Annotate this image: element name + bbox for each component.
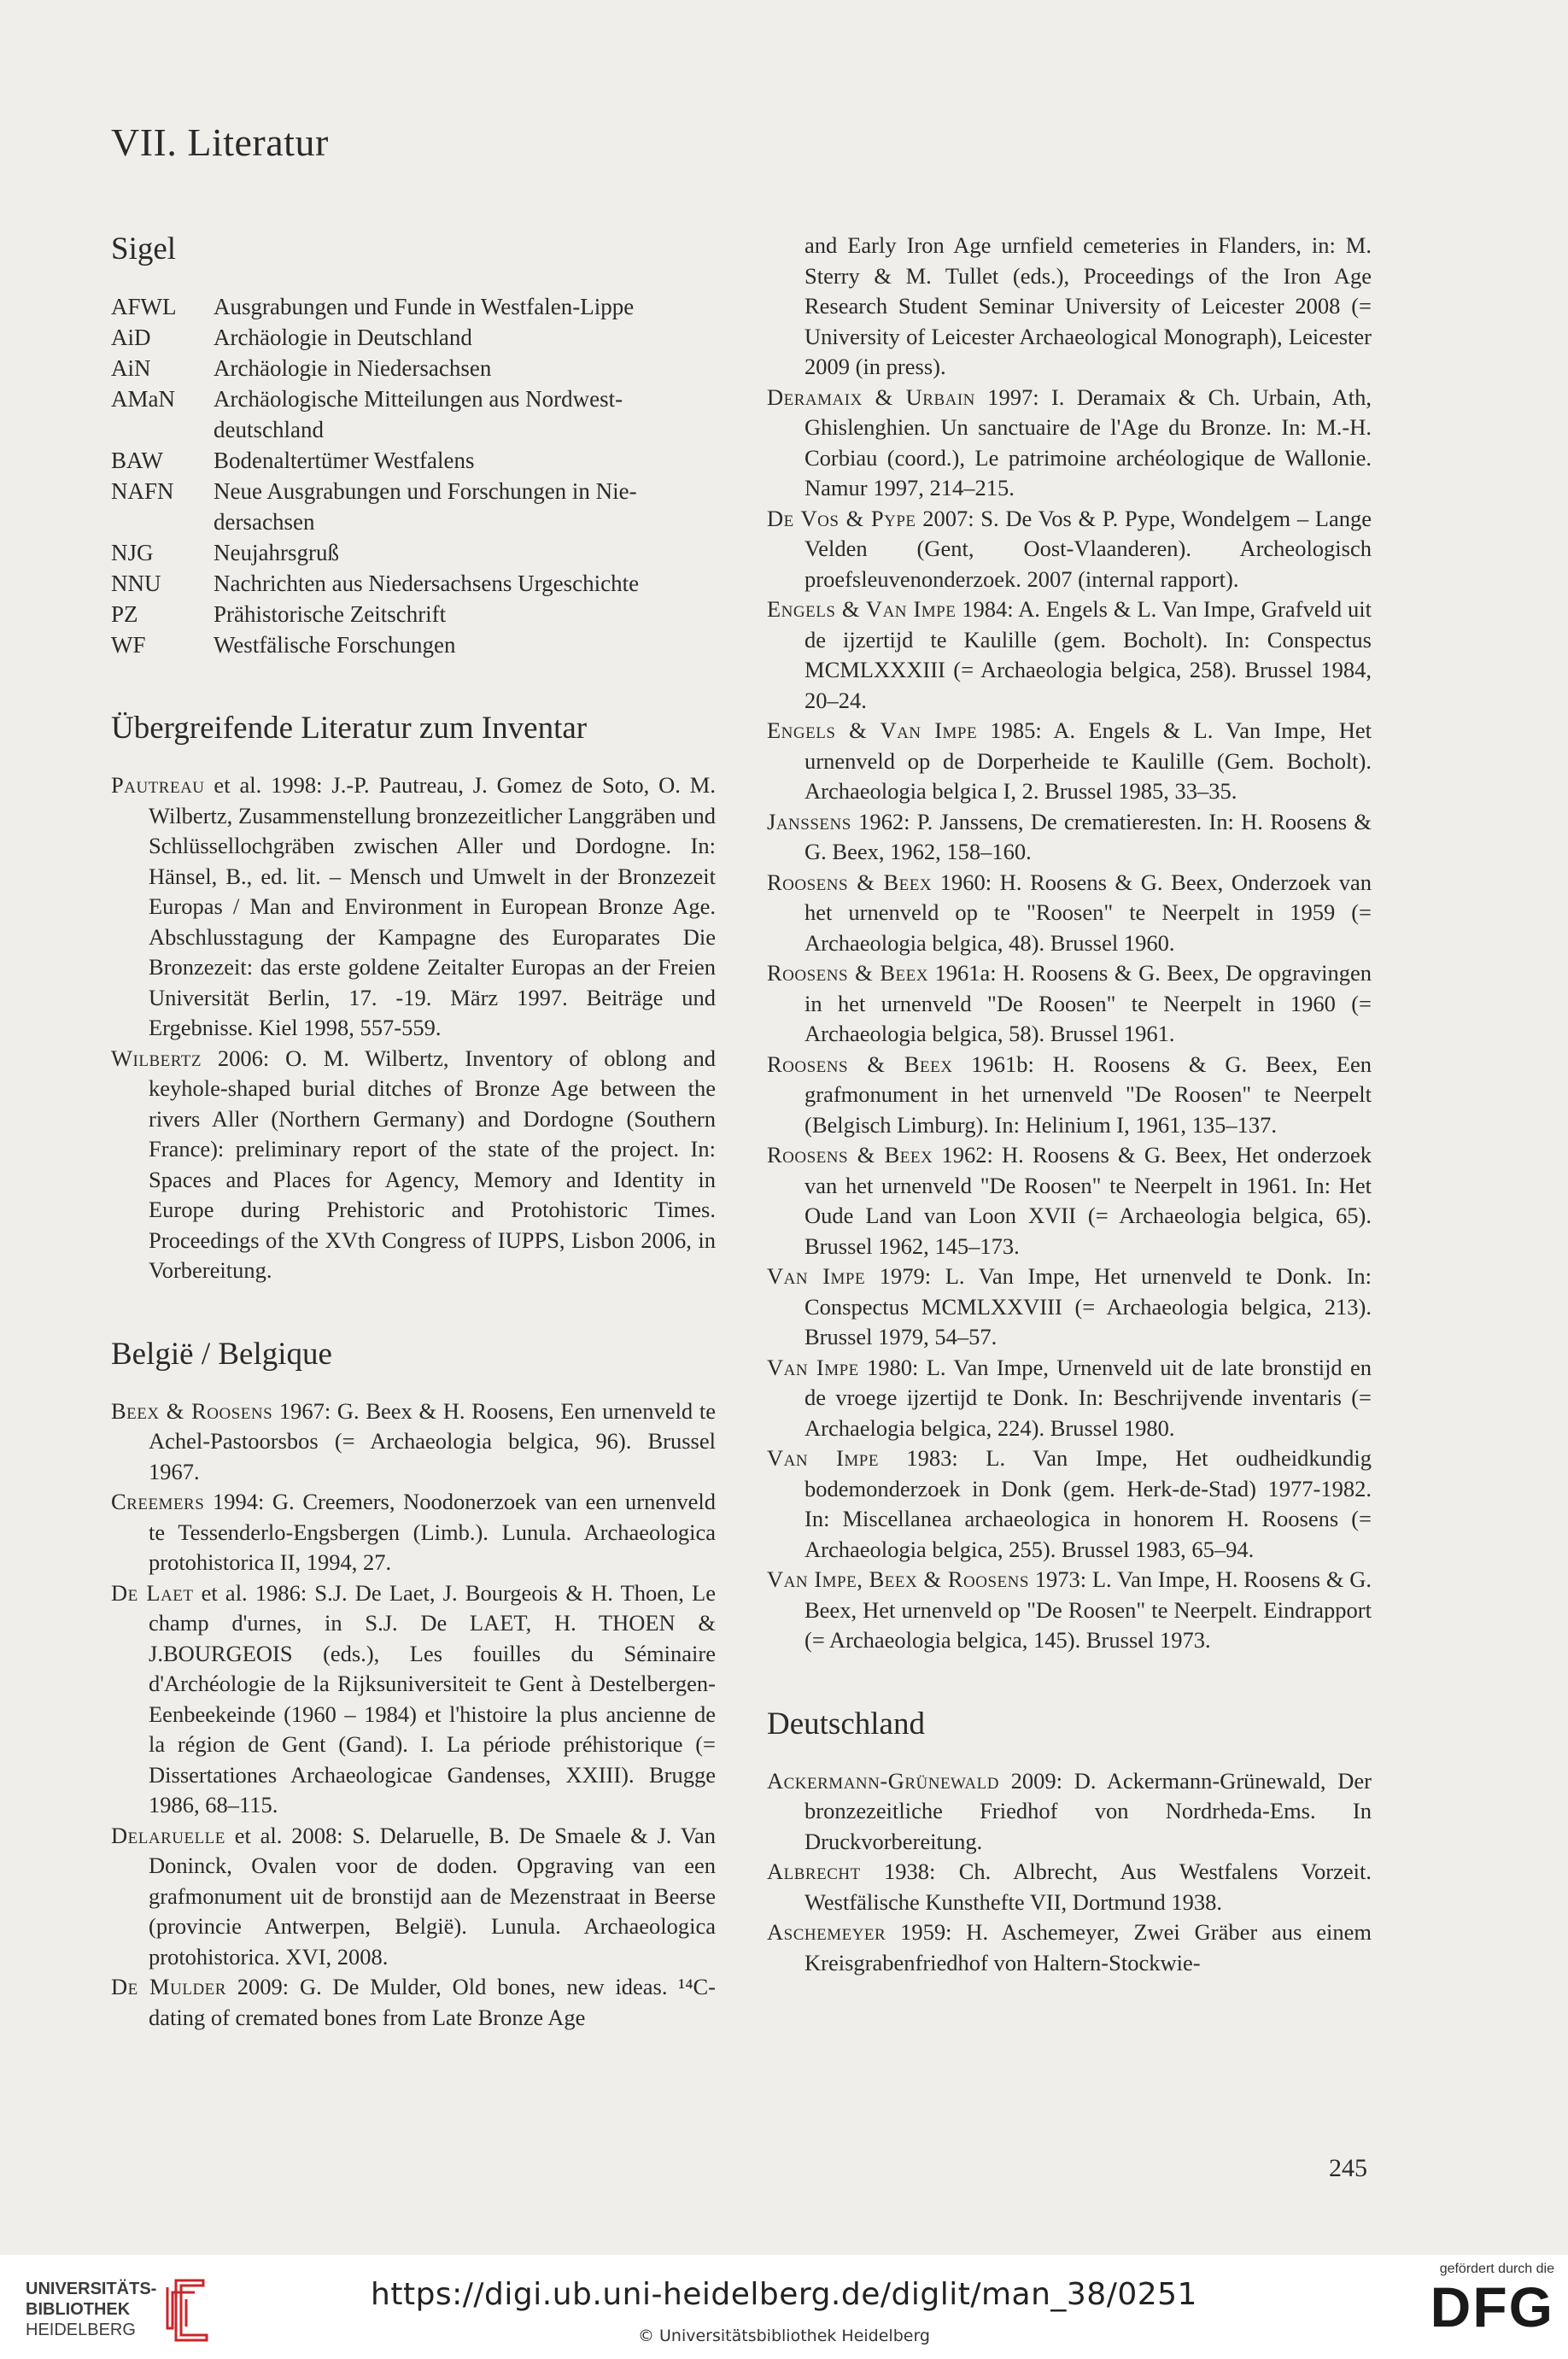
reference-text: 2009: D. Ackermann-Grünewald, Der bronzezeitliche Friedhof von Nordrheda-Ems. In Druckvorbereitung. (804, 1767, 1372, 1854)
reference-text: 1961b: H. Roosens & G. Beex, Een grafmonument in het urnenveld "De Roosen" te Neerpelt (Belgisch Limburg). In: Helinium I, 1961, 135–137. (804, 1051, 1372, 1138)
reference-text: 1962: H. Roosens & G. Beex, Het onderzoek van het urnenveld "De Roosen" te Neerpelt in 1961. In: Het Oude Land van Loon XVII (= Archaeologia belgica, 65). Brussel 1962, 145–173. (804, 1142, 1372, 1259)
reference-text: 1967: G. Beex & H. Roosens, Een urnenveld te Achel-Pastoorsbos (= Archaeologia belgica, 96). Brussel 1967. (149, 1397, 716, 1484)
reference-author: Van Impe (767, 1445, 879, 1471)
sigel-abbreviation: AiN (111, 355, 151, 381)
sigel-abbreviation: AiD (111, 325, 151, 350)
reference-text: et al. 2008: S. Delaruelle, B. De Smaele & J. Van Doninck, Ovalen voor de doden. Opgraving van een grafmonument uit de bronstijd aan de Mezenstraat in Beerse (provincie Antwerpen, België). Lunula. Archaeologica protohistorica. XVI, 2008. (149, 1822, 716, 1970)
reference-author: De Mulder (111, 1974, 226, 1999)
reference-entry (767, 1443, 1372, 1565)
reference-entry (767, 958, 1372, 1050)
reference-author: Van Impe, Beex & Roosens (767, 1566, 1029, 1592)
sigel-expansion: Archäologie in Deutschland (214, 325, 472, 350)
reference-text: 1980: L. Van Impe, Urnenveld uit de late bronstijd en de vroege ijzertijd te Donk. In: Beschrijvende inventaris (= Archaelogia belgica, 224). Brussel 1980. (804, 1354, 1372, 1441)
section-heading-deutschland: Deutschland (767, 1706, 925, 1741)
sigel-row (111, 383, 716, 445)
reference-list-deutschland (767, 1766, 1372, 1979)
reference-text: et al. 1986: S.J. De Laet, J. Bourgeois & H. Thoen, Le champ d'urnes, in S.J. De LAET, H. THOEN & J.BOURGEOIS (eds.), Les fouilles du Séminaire d'Archéologie de la Rijksuniversiteit te Gent à Destelbergen-Eenbeekeinde (1960 – 1984) et l'histoire la plus ancienne de la région de Gent (Gand). I. La période préhistorique (= Dissertationes Archaeologicae Gandenses, XXIII). Brugge 1986, 68–115. (149, 1579, 716, 1818)
reference-entry (111, 1396, 716, 1488)
sigel-expansion: Westfälische Forschungen (214, 632, 456, 658)
reference-text: 1938: Ch. Albrecht, Aus Westfalens Vorzeit. Westfälische Kunsthefte VII, Dortmund 1938. (804, 1859, 1372, 1915)
reference-text: 1959: H. Aschemeyer, Zwei Gräber aus einem Kreisgrabenfriedhof von Haltern-Stockwie- (804, 1919, 1372, 1976)
reference-entry (767, 1917, 1372, 1978)
sigel-abbreviation: WF (111, 632, 146, 658)
funding-label: gefördert durch die (1439, 2262, 1554, 2276)
sigel-abbreviation: NJG (111, 540, 154, 565)
library-name: UNIVERSITÄTS- BIBLIOTHEK HEIDELBERG (26, 2280, 157, 2339)
reference-author: Deramaix & Urbain (767, 383, 975, 410)
reference-author: De Laet (111, 1579, 194, 1606)
sigel-row (111, 629, 716, 660)
reference-list-belgie (111, 1396, 716, 2034)
reference-author: Roosens & Beex (767, 1051, 953, 1077)
reference-text: 1960: H. Roosens & G. Beex, Onderzoek van het urnenveld op te "Roosen" te Neerpelt in 1959 (= Archaeologia belgica, 48). Brussel 1960. (804, 869, 1372, 956)
sigel-expansion: Bodenaltertümer Westfalens (214, 448, 475, 473)
reference-text: et al. 1998: J.-P. Pautreau, J. Gomez de Soto, O. M. Wilbertz, Zusammenstellung bronzezeitlicher Langgräben und Schlüssellochgräben zwischen Aller und Dordogne. In: Hänsel, B., ed. lit. – Mensch und Umwelt in der Bronzezeit Europas / Man and Environment in European Bronze Age. Abschlusstagung der Kampagne des Europarates Die Bronzezeit: das erste goldene Zeitalter Europas an der Freien Universität Berlin, 17. -19. März 1997. Beiträge und Ergebnisse. Kiel 1998, 557-559. (149, 772, 716, 1040)
sigel-expansion: Archäologie in Niedersachsen (214, 355, 492, 381)
sigel-expansion: Archäologische Mitteilungen aus Nordwest-deutschland (214, 386, 623, 442)
reference-entry (767, 807, 1372, 868)
reference-entry (767, 1140, 1372, 1261)
section-heading-belgie: België / Belgique (111, 1336, 332, 1372)
sigel-expansion: Neue Ausgrabungen und Forschungen in Nie-dersachsen (214, 478, 637, 535)
reference-list-belgie-continued (767, 383, 1372, 1656)
copyright-notice: © Universitätsbibliothek Heidelberg (637, 2327, 930, 2345)
reference-author: Albrecht (767, 1859, 861, 1884)
reference-author: Roosens & Beex (767, 1142, 933, 1168)
sigel-expansion: Ausgrabungen und Funde in Westfalen-Lippe (214, 294, 635, 319)
reference-author: Roosens & Beex (767, 869, 933, 895)
reference-entry (767, 868, 1372, 959)
sigel-table (111, 291, 716, 660)
reference-author: Ackermann-Grünewald (767, 1767, 999, 1794)
reference-entry (767, 1766, 1372, 1858)
reference-continuation: and Early Iron Age urnfield cemeteries in Flanders, in: M. Sterry & M. Tullet (eds.), Proceedings of the Iron Age Research Student Seminar University of Leicester 2008 (= University of Leicester Archaeological Monograph), Leicester 2009 (in press). (804, 232, 1372, 379)
reference-author: Delaruelle (111, 1822, 225, 1848)
sigel-abbreviation: AMaN (111, 386, 175, 412)
sigel-row (111, 568, 716, 599)
reference-entry (767, 383, 1372, 504)
reference-entry (111, 1487, 716, 1578)
sigel-row (111, 537, 716, 568)
reference-text: 1961a: H. Roosens & G. Beex, De opgravingen in het urnenveld "De Roosen" te Neerpelt in 1960 (= Archaeologia belgica, 58). Brussel 1961. (804, 960, 1372, 1046)
reference-entry (111, 1578, 716, 1821)
reference-entry (111, 1821, 716, 1973)
reference-entry (111, 1972, 716, 2033)
reference-author: Janssens (767, 808, 851, 834)
reference-author: Pautreau (111, 772, 205, 798)
reference-author: Roosens & Beex (767, 960, 928, 986)
reference-entry (767, 1261, 1372, 1353)
section-heading-uebergreifend: Übergreifende Literatur zum Inventar (111, 711, 588, 746)
sigel-row (111, 322, 716, 353)
sigel-abbreviation: AFWL (111, 294, 177, 319)
reference-entry (767, 1565, 1372, 1656)
page-number: 245 (1329, 2154, 1367, 2182)
reference-author: Beex & Roosens (111, 1397, 273, 1424)
reference-text: 1973: L. Van Impe, H. Roosens & G. Beex, Het urnenveld op "De Roosen" te Neerpelt. Eindrapport (= Archaeologia belgica, 145). Brussel 1973. (804, 1566, 1372, 1653)
right-column (767, 231, 1372, 1978)
chapter-title: VII. Literatur (111, 120, 329, 164)
dfg-logo[interactable] (1384, 2262, 1554, 2347)
reference-entry (111, 1044, 716, 1286)
reference-entry (767, 504, 1372, 595)
reference-author: Van Impe (767, 1354, 859, 1380)
sigel-abbreviation: PZ (111, 601, 138, 627)
dfg-logo-text: DFG (1430, 2275, 1554, 2339)
reference-text: 1984: A. Engels & L. Van Impe, Grafveld uit de ijzertijd te Kaulille (gem. Bocholt). In: Conspectus MCMLXXXIII (= Archaeologia belgica, 258). Brussel 1984, 20–24. (804, 596, 1372, 713)
reference-author: Engels & Van Impe (767, 596, 957, 622)
sigel-expansion: Prähistorische Zeitschrift (214, 601, 447, 627)
section-heading-sigel: Sigel (111, 231, 177, 266)
reference-list-uebergreifend (111, 770, 716, 1286)
reference-author: Engels & Van Impe (767, 717, 978, 743)
sigel-row (111, 291, 716, 322)
reference-author: De Vos & Pype (767, 505, 916, 531)
reference-author: Creemers (111, 1489, 205, 1514)
reference-text: 1979: L. Van Impe, Het urnenveld te Donk. In: Conspectus MCMLXXVIII (= Archaeologia belgica, 213). Brussel 1979, 54–57. (804, 1263, 1372, 1349)
sigel-row (111, 445, 716, 476)
sigel-row (111, 599, 716, 629)
left-column (111, 231, 716, 2033)
reference-text: 2009: G. De Mulder, Old bones, new ideas. ¹⁴C-dating of cremated bones from Late Bronze Age (149, 1974, 716, 2030)
reference-text: 1994: G. Creemers, Noodonerzoek van een urnenveld te Tessenderlo-Engsbergen (Limb.). Lunula. Archaeologica protohistorica II, 1994, 27. (149, 1489, 716, 1575)
reference-author: Van Impe (767, 1263, 866, 1289)
reference-entry (767, 1857, 1372, 1917)
reference-entry (767, 594, 1372, 716)
reference-text: 2006: O. M. Wilbertz, Inventory of oblong and keyhole-shaped burial ditches of Bronze Age between the rivers Aller (Northern Germany) and Dordogne (Southern France): preliminary report of the state of the project. In: Spaces and Places for Agency, Memory and Identity in Europe during Prehistoric and Protohistoric Times. Proceedings of the XVth Congress of IUPPS, Lisbon 2006, in Vorbereitung. (149, 1045, 716, 1283)
reference-text: 2007: S. De Vos & P. Pype, Wondelgem – Lange Velden (Gent, Oost-Vlaanderen). Archeologisch proefsleuvenonderzoek. 2007 (internal rapport). (804, 505, 1372, 592)
sigel-abbreviation: BAW (111, 448, 163, 473)
sigel-abbreviation: NAFN (111, 478, 174, 504)
reference-text: 1997: I. Deramaix & Ch. Urbain, Ath, Ghislenghien. Un sanctuaire de l'Age du Bronze. In: M.-H. Corbiau (coord.), Le patrimoine archéologique de Wallonie. Namur 1997, 214–215. (804, 383, 1372, 500)
reference-author: Wilbertz (111, 1045, 202, 1071)
reference-text: 1985: A. Engels & L. Van Impe, Het urnenveld op de Dorperheide te Kaulille (Gem. Bocholt). Archaeologia belgica I, 2. Brussel 1985, 33–35. (804, 717, 1372, 804)
reference-entry (767, 1353, 1372, 1444)
reference-entry (767, 716, 1372, 807)
reference-author: Aschemeyer (767, 1919, 886, 1945)
viewer-footer (0, 2255, 1568, 2359)
reference-text: 1962: P. Janssens, De crematieresten. In: H. Roosens & G. Beex, 1962, 158–160. (804, 808, 1372, 864)
sigel-row (111, 476, 716, 537)
sigel-expansion: Nachrichten aus Niedersachsens Urgeschichte (214, 571, 640, 596)
sigel-abbreviation: NNU (111, 571, 161, 596)
reference-entry (111, 770, 716, 1044)
document-url[interactable]: https://digi.ub.uni-heidelberg.de/diglit/man_38/0251 (371, 2277, 1197, 2312)
sigel-expansion: Neujahrsgruß (214, 540, 339, 565)
sigel-row (111, 353, 716, 383)
reference-entry (767, 1050, 1372, 1141)
reference-text: 1983: L. Van Impe, Het oudheidkundig bodemonderzoek in Donk (gem. Herk-de-Stad) 1977-1982. In: Miscellanea archaeologica in honorem H. Roosens (= Archaeologia belgica, 255). Brussel 1983, 65–94. (804, 1445, 1372, 1562)
